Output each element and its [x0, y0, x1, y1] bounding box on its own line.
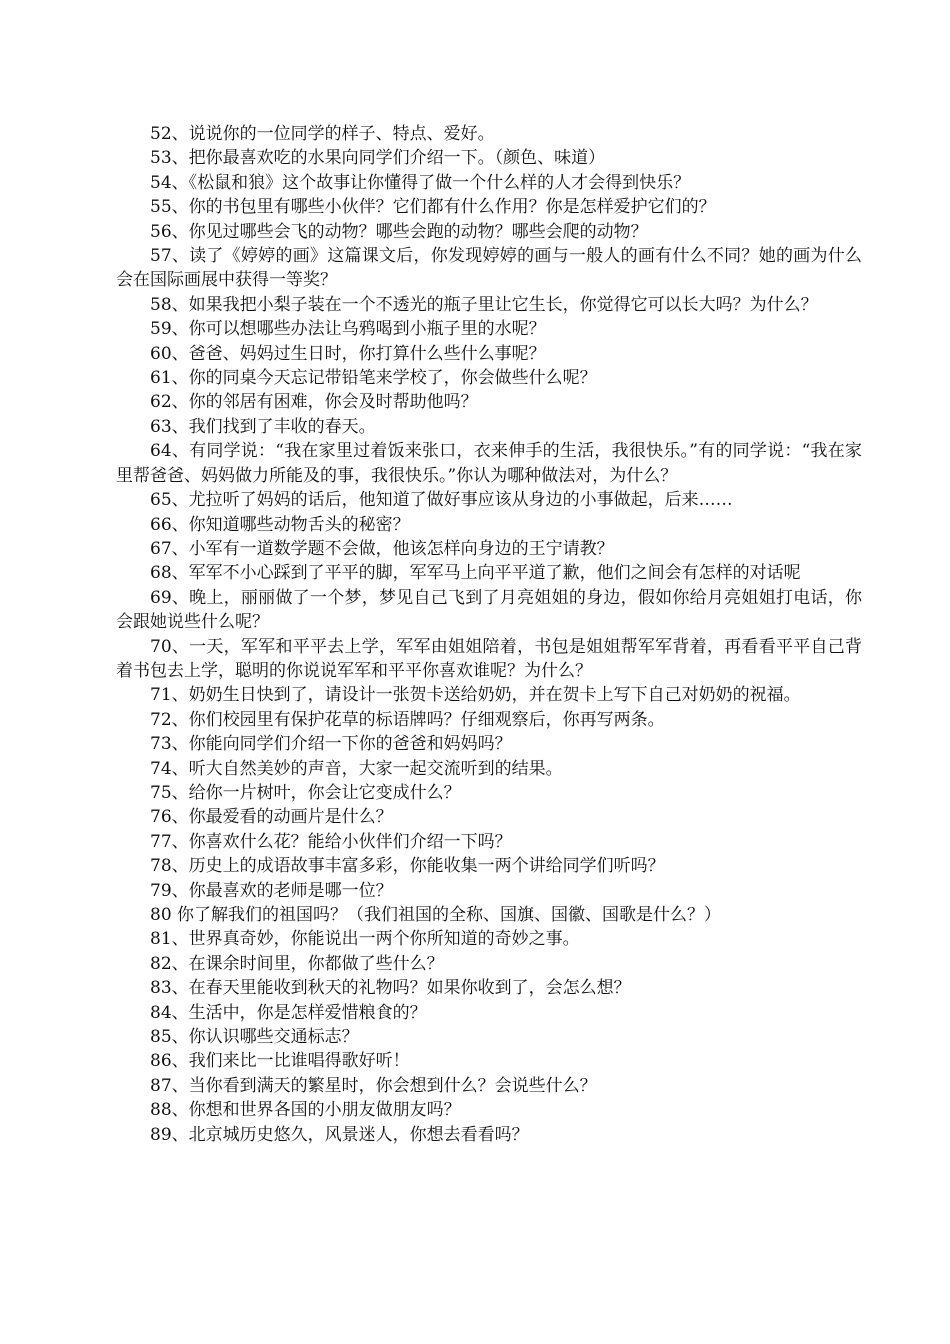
question-item: 81、世界真奇妙，你能说出一两个你所知道的奇妙之事。 [150, 929, 580, 950]
question-item: 78、历史上的成语故事丰富多彩，你能收集一两个讲给同学们听吗？ [150, 856, 665, 877]
question-item: 69、晚上，丽丽做了一个梦，梦见自己飞到了月亮姐姐的身边，假如你给月亮姐姐打电话，你会跟她说些什么呢？ [116, 587, 862, 633]
question-item: 67、小军有一道数学题不会做，他该怎样向身边的王宁请教？ [150, 538, 614, 559]
question-item: 59、你可以想哪些办法让乌鸦喝到小瓶子里的水呢？ [150, 319, 546, 340]
question-item: 66、你知道哪些动物舌头的秘密？ [150, 514, 410, 535]
question-item: 87、当你看到满天的繁星时，你会想到什么？会说些什么？ [150, 1075, 597, 1096]
question-item: 60、爸爸、妈妈过生日时，你打算什么些什么事呢？ [150, 343, 546, 364]
question-item: 58、如果我把小梨子装在一个不透光的瓶子里让它生长，你觉得它可以长大吗？为什么？ [150, 294, 818, 315]
question-item: 88、你想和世界各国的小朋友做朋友吗？ [150, 1100, 461, 1121]
question-item: 65、尤拉听了妈妈的话后，他知道了做好事应该从身边的小事做起，后来…… [150, 490, 733, 511]
question-item: 86、我们来比一比谁唱得歌好听！ [150, 1051, 410, 1072]
question-item: 80 你了解我们的祖国吗？（我们祖国的全称、国旗、国徽、国歌是什么？） [150, 905, 722, 925]
question-item: 55、你的书包里有哪些小伙伴？它们都有什么作用？你是怎样爱护它们的？ [150, 197, 716, 218]
question-item: 53、把你最喜欢吃的水果向同学们介绍一下。（颜色、味道） [150, 148, 606, 169]
question-item: 71、奶奶生日快到了，请设计一张贺卡送给奶奶，并在贺卡上写下自己对奶奶的祝福。 [150, 685, 801, 706]
question-item: 83、在春天里能收到秋天的礼物吗？如果你收到了，会怎么想？ [150, 978, 631, 999]
question-item: 70、一天，军军和平平去上学，军军由姐姐陪着，书包是姐姐帮军军背着，再看看平平自己背着书包去上学，聪明的你说说军军和平平你喜欢谁呢？为什么？ [116, 636, 862, 681]
question-item: 61、你的同桌今天忘记带铅笔来学校了，你会做些什么呢？ [150, 368, 597, 389]
question-item: 77、你喜欢什么花？能给小伙伴们介绍一下吗？ [150, 831, 512, 852]
question-item: 74、听大自然美妙的声音，大家一起交流听到的结果。 [150, 758, 563, 779]
question-item: 75、给你一片树叶，你会让它变成什么？ [150, 782, 461, 803]
question-item: 85、你认识哪些交通标志？ [150, 1027, 359, 1048]
question-item: 57、读了《婷婷的画》这篇课文后，你发现婷婷的画与一般人的画有什么不同？她的画为什么会在国际画展中获得一等奖？ [116, 246, 862, 291]
question-item: 52、说说你的一位同学的样子、特点、爱好。 [150, 124, 495, 144]
question-item: 56、你见过哪些会飞的动物？哪些会跑的动物？哪些会爬的动物？ [150, 221, 648, 242]
question-item: 64、有同学说：“我在家里过着饭来张口，衣来伸手的生活，我很快乐。”有的同学说：“我在家里帮爸爸、妈妈做力所能及的事，我很快乐。”你认为哪种做法对，为什么？ [116, 441, 862, 486]
question-item: 79、你最喜欢的老师是哪一位？ [150, 880, 393, 901]
question-item: 72、你们校园里有保护花草的标语牌吗？仔细观察后，你再写两条。 [150, 709, 665, 730]
question-item: 76、你最爱看的动画片是什么？ [150, 807, 393, 828]
question-item: 62、你的邻居有困难，你会及时帮助他吗？ [150, 392, 478, 413]
question-item: 54、《松鼠和狼》这个故事让你懂得了做一个什么样的人才会得到快乐？ [150, 172, 691, 193]
question-item: 82、在课余时间里，你都做了些什么？ [150, 953, 444, 974]
question-item: 73、你能向同学们介绍一下你的爸爸和妈妈吗？ [150, 734, 512, 755]
question-item: 68、军军不小心踩到了平平的脚，军军马上向平平道了歉，他们之间会有怎样的对话呢 [150, 563, 801, 584]
question-item: 89、北京城历史悠久，风景迷人，你想去看看吗？ [150, 1124, 529, 1145]
question-item: 63、我们找到了丰收的春天。 [150, 416, 376, 437]
question-item: 84、生活中，你是怎样爱惜粮食的？ [150, 1002, 427, 1023]
question-list [116, 122, 862, 1147]
